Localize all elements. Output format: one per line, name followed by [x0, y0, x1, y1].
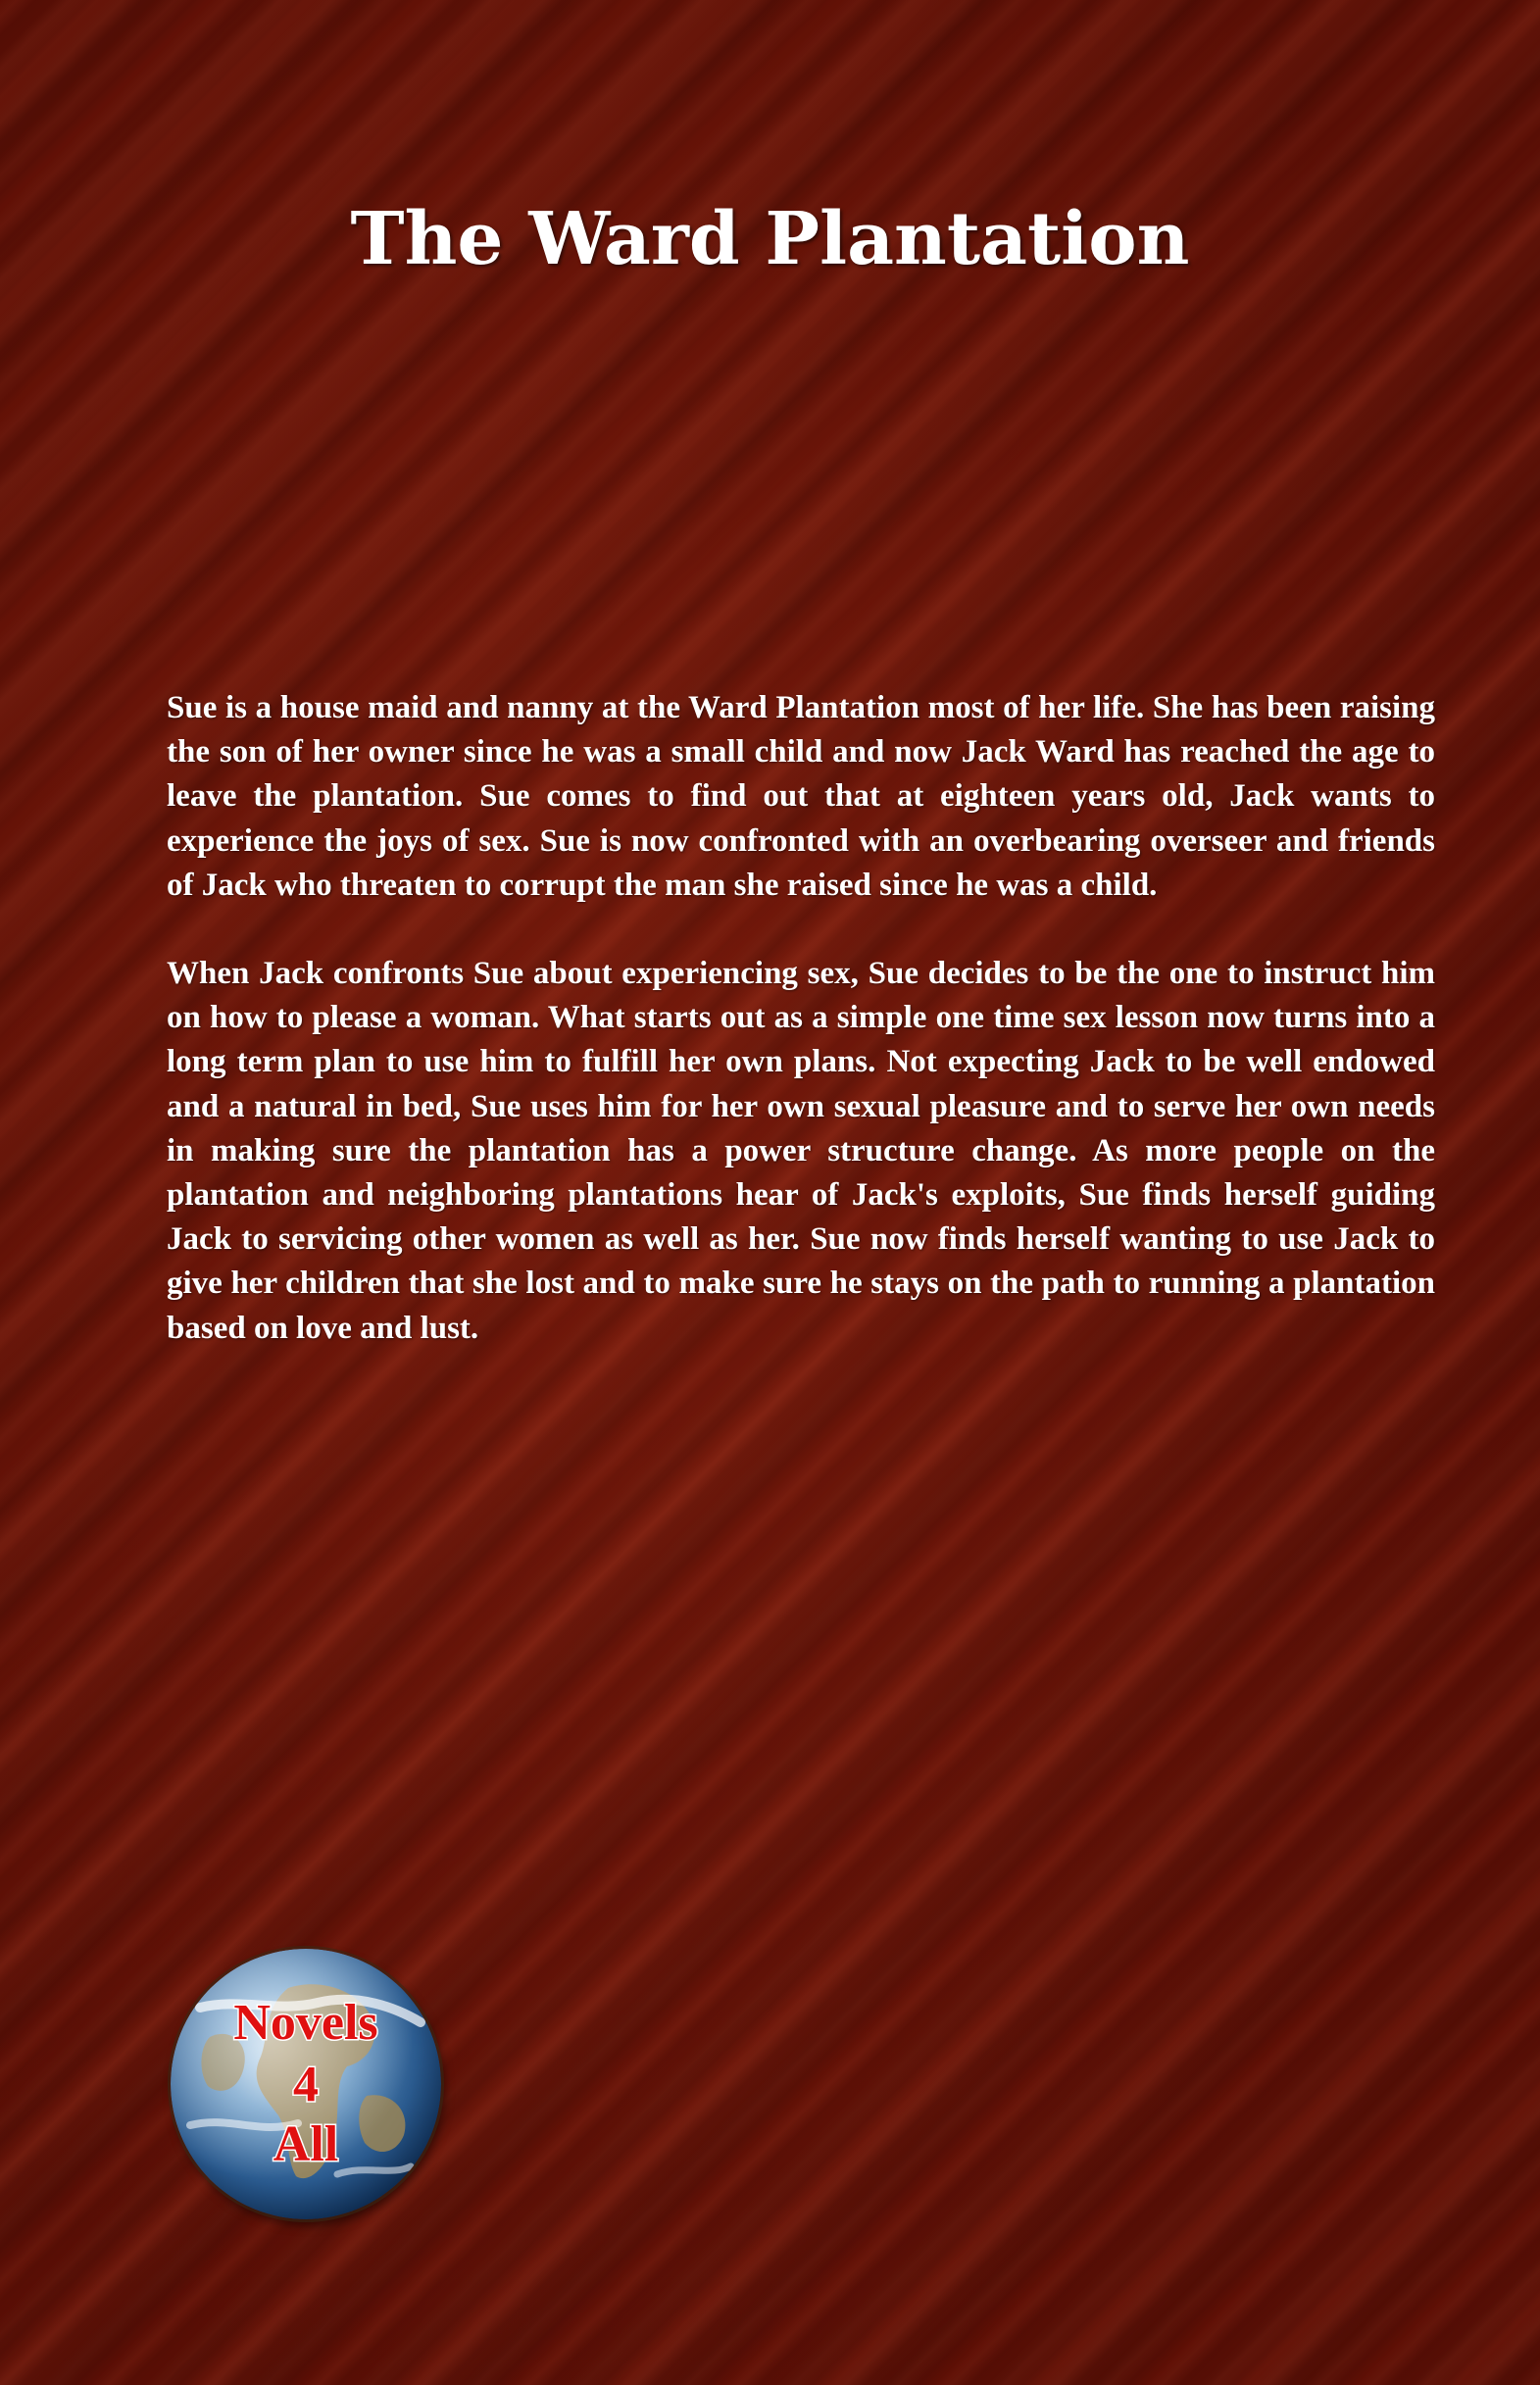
globe-icon [171, 1949, 441, 2219]
logo-text-line-1: Novels [233, 1995, 378, 2051]
book-description [167, 686, 1435, 1395]
book-title: The Ward Plantation [350, 197, 1190, 281]
logo-text-line-2: 4 [293, 2057, 319, 2112]
description-paragraph-1: Sue is a house maid and nanny at the Ward Plantation most of her life. She has been raising the son of her owner since he was a small child and now Jack Ward has reached the age to leave the plantation. Sue comes to find out that at eighteen years old, Jack wants to experience the joys of sex. Sue is now confronted with an overbearing overseer and friends of Jack who threaten to corrupt the man she raised since he was a child. [167, 690, 1435, 903]
publisher-logo [171, 1949, 441, 2219]
logo-text-line-3: All [273, 2116, 339, 2172]
description-paragraph-2: When Jack confronts Sue about experiencing sex, Sue decides to be the one to instruct him on how to please a woman. What starts out as a simple one time sex lesson now turns into a long term plan to use him to fulfill her own plans. Not expecting Jack to be well endowed and a natural in bed, Sue uses him for her own sexual pleasure and to serve her own needs in making sure the plantation has a power structure change. As more people on the plantation and neighboring plantations hear of Jack's exploits, Sue finds herself guiding Jack to servicing other women as well as her. Sue now finds herself wanting to use Jack to give her children that she lost and to make sure he stays on the path to running a plantation based on love and lust. [167, 956, 1435, 1346]
